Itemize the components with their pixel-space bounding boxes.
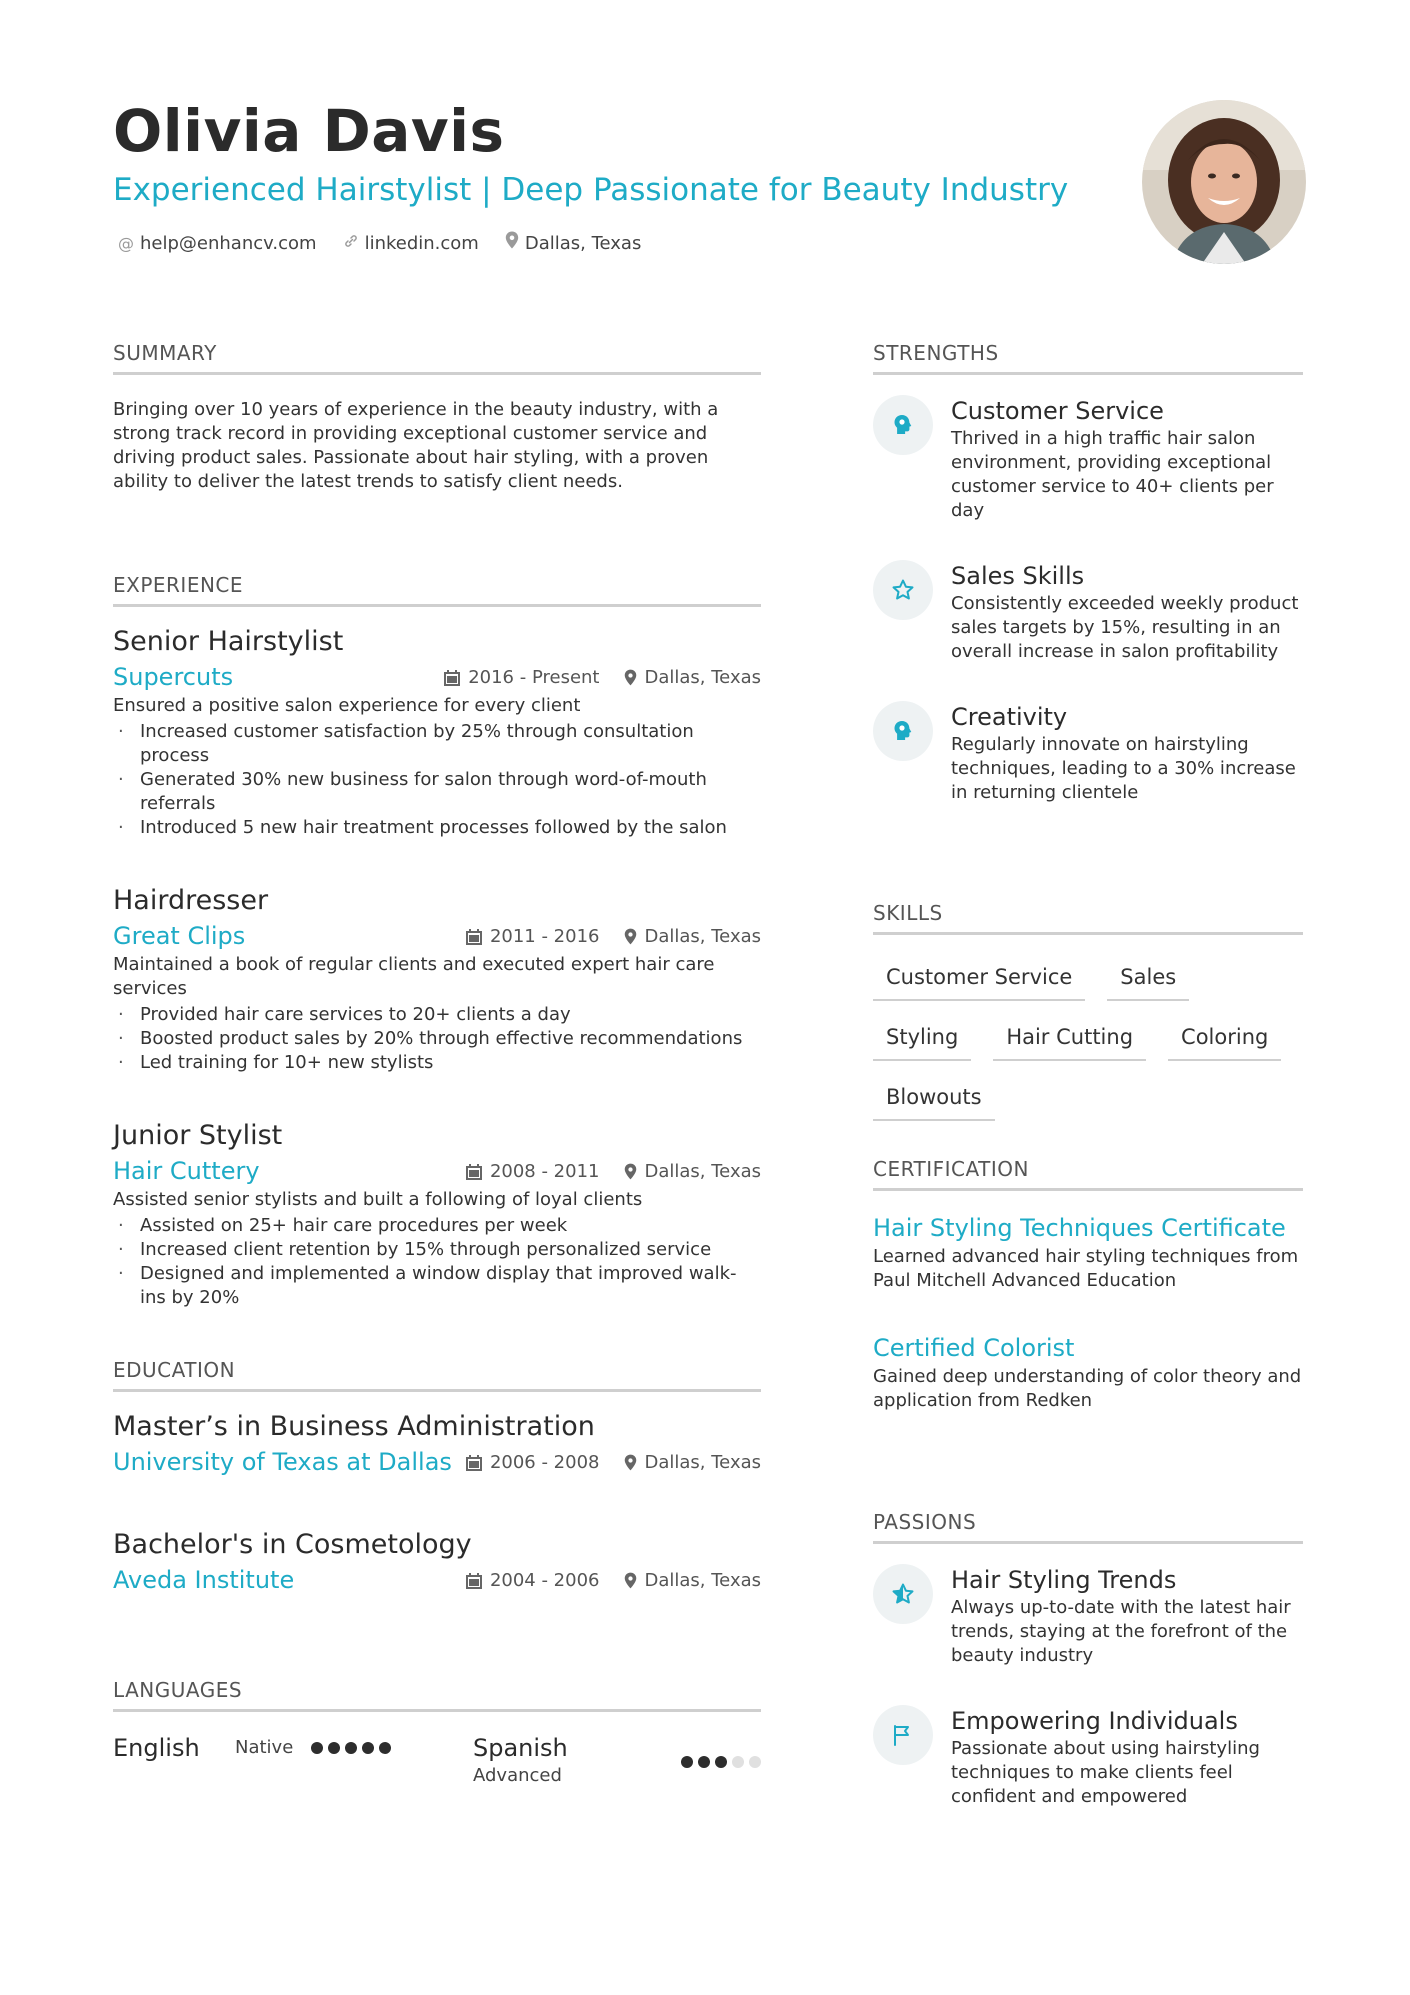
school: Aveda Institute bbox=[113, 1566, 295, 1594]
language-item bbox=[113, 1732, 473, 1788]
language-item bbox=[473, 1732, 761, 1788]
brain-head-icon bbox=[873, 395, 933, 455]
strengths-title: STRENGTHS bbox=[873, 340, 1303, 375]
education-location: Dallas, Texas bbox=[644, 1451, 761, 1473]
languages-title: LANGUAGES bbox=[113, 1677, 761, 1712]
skill-tag: Hair Cutting bbox=[993, 1019, 1146, 1061]
map-pin-icon bbox=[624, 1572, 637, 1589]
rating-dot-filled bbox=[681, 1756, 693, 1768]
language-name: English bbox=[113, 1734, 200, 1762]
rating-dot-empty bbox=[749, 1756, 761, 1768]
job-dates: 2016 - Present bbox=[468, 666, 600, 688]
strength-title: Sales Skills bbox=[951, 562, 1085, 590]
rating-dot-filled bbox=[715, 1756, 727, 1768]
skill-tag: Styling bbox=[873, 1019, 971, 1061]
bullet-item: · Assisted on 25+ hair care procedures per week bbox=[113, 1214, 761, 1238]
rating-dot-filled bbox=[698, 1756, 710, 1768]
job-bullets bbox=[113, 1214, 761, 1310]
flag-icon bbox=[873, 1705, 933, 1765]
strength-desc: Thrived in a high traffic hair salon environment, providing exceptional customer service to 40+ clients per day bbox=[951, 428, 1274, 521]
rating-dot-empty bbox=[732, 1756, 744, 1768]
experience-title: EXPERIENCE bbox=[113, 572, 761, 607]
certification-section bbox=[873, 1156, 1303, 1413]
calendar-icon bbox=[466, 1454, 482, 1471]
rating-dot-filled bbox=[328, 1742, 340, 1754]
job-dates: 2008 - 2011 bbox=[489, 1160, 600, 1182]
certification-name: Certified Colorist bbox=[873, 1334, 1075, 1362]
bullet-item: · Generated 30% new business for salon through word-of-mouth referrals bbox=[113, 768, 761, 816]
job-entry bbox=[113, 883, 761, 1075]
language-rating bbox=[681, 1756, 761, 1768]
candidate-name: Olivia Davis bbox=[113, 97, 505, 165]
education-dates: 2006 - 2008 bbox=[489, 1451, 600, 1473]
map-pin-icon bbox=[624, 1163, 637, 1180]
bullet-item: · Increased customer satisfaction by 25% through consultation process bbox=[113, 720, 761, 768]
skills-section bbox=[873, 900, 1303, 1121]
bullet-item: · Provided hair care services to 20+ clients a day bbox=[113, 1003, 761, 1027]
job-company: Great Clips bbox=[113, 922, 246, 950]
summary-text: Bringing over 10 years of experience in the beauty industry, with a strong track record in providing exceptional customer service and driving product sales. Passionate about hair styling, with a proven ability to deliver the latest trends to satisfy client needs. bbox=[113, 399, 719, 492]
rating-dot-filled bbox=[362, 1742, 374, 1754]
rating-dot-filled bbox=[311, 1742, 323, 1754]
passion-desc: Passionate about using hairstyling techniques to make clients feel confident and empowered bbox=[951, 1738, 1260, 1807]
education-dates: 2004 - 2006 bbox=[489, 1569, 600, 1591]
map-pin-icon bbox=[624, 928, 637, 945]
education-entry bbox=[113, 1409, 761, 1479]
passion-item bbox=[873, 1564, 1303, 1668]
passions-section bbox=[873, 1509, 1303, 1809]
calendar-icon bbox=[444, 669, 460, 686]
profile-photo bbox=[1142, 100, 1306, 264]
education-entry bbox=[113, 1527, 761, 1597]
school: University of Texas at Dallas bbox=[113, 1448, 452, 1476]
job-dates: 2011 - 2016 bbox=[489, 925, 600, 947]
star-outline-icon bbox=[873, 560, 933, 620]
skill-tag: Blowouts bbox=[873, 1079, 995, 1121]
skills-list bbox=[873, 959, 1303, 1121]
job-bullets bbox=[113, 1003, 761, 1075]
job-location: Dallas, Texas bbox=[644, 1160, 761, 1182]
strengths-section bbox=[873, 340, 1303, 805]
job-bullets bbox=[113, 720, 761, 840]
strength-title: Creativity bbox=[951, 703, 1068, 731]
language-rating bbox=[311, 1742, 391, 1754]
star-half-icon bbox=[873, 1564, 933, 1624]
linkedin-item[interactable] bbox=[343, 230, 479, 258]
strength-desc: Consistently exceeded weekly product sales targets by 15%, resulting in an overall increase in salon profitability bbox=[951, 593, 1299, 662]
bullet-item: · Increased client retention by 15% through personalized service bbox=[113, 1238, 761, 1262]
location-item bbox=[505, 230, 642, 258]
passion-item bbox=[873, 1705, 1303, 1809]
summary-section bbox=[113, 340, 761, 494]
skill-tag: Sales bbox=[1107, 959, 1189, 1001]
link-icon bbox=[343, 230, 359, 258]
job-summary: Ensured a positive salon experience for every client bbox=[113, 695, 581, 716]
job-location: Dallas, Texas bbox=[644, 925, 761, 947]
headline: Experienced Hairstylist | Deep Passionate for Beauty Industry bbox=[113, 172, 1069, 208]
education-location: Dallas, Texas bbox=[644, 1569, 761, 1591]
strength-item bbox=[873, 701, 1303, 805]
calendar-icon bbox=[466, 1572, 482, 1589]
certification-item bbox=[873, 1331, 1303, 1413]
strength-title: Customer Service bbox=[951, 397, 1164, 425]
job-entry bbox=[113, 1118, 761, 1310]
languages-section bbox=[113, 1677, 761, 1788]
linkedin-text: linkedin.com bbox=[364, 233, 479, 254]
passion-desc: Always up-to-date with the latest hair trends, staying at the forefront of the beauty industry bbox=[951, 1597, 1291, 1666]
contact-info bbox=[118, 230, 641, 258]
strength-item bbox=[873, 395, 1303, 523]
bullet-item: · Designed and implemented a window display that improved walk-ins by 20% bbox=[113, 1262, 761, 1310]
languages-row bbox=[113, 1732, 761, 1788]
calendar-icon bbox=[466, 1163, 482, 1180]
job-entry bbox=[113, 624, 761, 840]
passions-title: PASSIONS bbox=[873, 1509, 1303, 1544]
brain-head-icon bbox=[873, 701, 933, 761]
job-role: Hairdresser bbox=[113, 885, 269, 916]
location-text: Dallas, Texas bbox=[524, 233, 642, 254]
skills-title: SKILLS bbox=[873, 900, 1303, 935]
job-summary: Maintained a book of regular clients and executed expert hair care services bbox=[113, 954, 715, 999]
summary-title: SUMMARY bbox=[113, 340, 761, 375]
degree: Master’s in Business Administration bbox=[113, 1411, 595, 1442]
passion-title: Hair Styling Trends bbox=[951, 1566, 1177, 1594]
skill-tag: Coloring bbox=[1168, 1019, 1281, 1061]
language-level: Native bbox=[235, 1737, 294, 1758]
email-item[interactable] bbox=[118, 230, 317, 258]
at-icon: @ bbox=[118, 234, 134, 253]
bullet-item: · Led training for 10+ new stylists bbox=[113, 1051, 761, 1075]
language-level: Advanced bbox=[473, 1765, 562, 1786]
strength-desc: Regularly innovate on hairstyling techniques, leading to a 30% increase in returning clientele bbox=[951, 734, 1296, 803]
job-company: Supercuts bbox=[113, 663, 234, 691]
rating-dot-filled bbox=[345, 1742, 357, 1754]
map-pin-icon bbox=[505, 230, 519, 258]
strength-item bbox=[873, 560, 1303, 664]
job-role: Senior Hairstylist bbox=[113, 626, 344, 657]
education-title: EDUCATION bbox=[113, 1357, 761, 1392]
rating-dot-filled bbox=[379, 1742, 391, 1754]
language-name: Spanish bbox=[473, 1734, 568, 1762]
certification-item bbox=[873, 1211, 1303, 1293]
degree: Bachelor's in Cosmetology bbox=[113, 1529, 472, 1560]
job-company: Hair Cuttery bbox=[113, 1157, 260, 1185]
job-location: Dallas, Texas bbox=[644, 666, 761, 688]
certification-desc: Learned advanced hair styling techniques from Paul Mitchell Advanced Education bbox=[873, 1246, 1299, 1291]
certification-title: CERTIFICATION bbox=[873, 1156, 1303, 1191]
experience-section bbox=[113, 572, 761, 1310]
skill-tag: Customer Service bbox=[873, 959, 1085, 1001]
bullet-item: · Boosted product sales by 20% through effective recommendations bbox=[113, 1027, 761, 1051]
bullet-item: · Introduced 5 new hair treatment processes followed by the salon bbox=[113, 816, 761, 840]
certification-desc: Gained deep understanding of color theory and application from Redken bbox=[873, 1366, 1302, 1411]
passion-title: Empowering Individuals bbox=[951, 1707, 1238, 1735]
map-pin-icon bbox=[624, 1454, 637, 1471]
map-pin-icon bbox=[624, 669, 637, 686]
certification-name: Hair Styling Techniques Certificate bbox=[873, 1214, 1286, 1242]
job-role: Junior Stylist bbox=[113, 1120, 283, 1151]
email-text: help@enhancv.com bbox=[140, 233, 317, 254]
job-summary: Assisted senior stylists and built a following of loyal clients bbox=[113, 1189, 643, 1210]
education-section bbox=[113, 1357, 761, 1597]
calendar-icon bbox=[466, 928, 482, 945]
